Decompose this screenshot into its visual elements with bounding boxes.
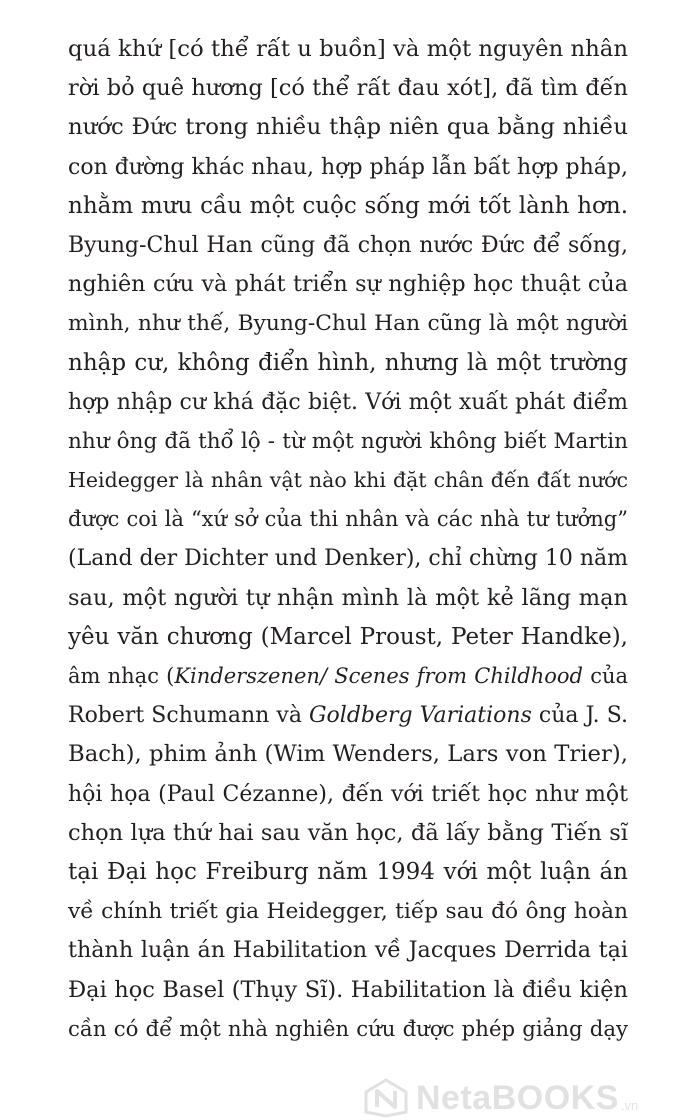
netabooks-n-logo-icon xyxy=(362,1078,410,1118)
text-line-6: Byung-Chul Han cũng đã chọn nước Đức để sống, xyxy=(68,232,628,258)
text-line-26: cần có để một nhà nghiên cứu được phép giảng dạy xyxy=(68,1016,628,1042)
text-line-20: hội họa (Paul Cézanne), đến với triết học như một xyxy=(68,781,628,807)
watermark xyxy=(362,1078,696,1118)
text-line-9: nhập cư, không điển hình, nhưng là một trường xyxy=(68,349,628,376)
text-line-3: nước Đức trong nhiều thập niên qua bằng nhiều xyxy=(68,114,628,141)
text-line-18-post: của J. S. xyxy=(531,703,628,729)
text-line-22: tại Đại học Freiburg năm 1994 với một luận án xyxy=(68,858,628,885)
text-line-15: sau, một người tự nhận mình là một kẻ lãng mạn xyxy=(68,584,628,611)
watermark-brand: NetaBOOKS xyxy=(416,1079,619,1117)
text-line-14: (Land der Dichter und Denker), chỉ chừng 10 năm xyxy=(68,546,628,572)
italic-title-goldberg: Goldberg Variations xyxy=(308,703,532,729)
text-line-19: Bach), phim ảnh (Wim Wenders, Lars von Trier), xyxy=(68,741,628,768)
text-line-2: rời bỏ quê hương [có thể rất đau xót], đã tìm đến xyxy=(68,75,628,102)
text-line-24: thành luận án Habilitation về Jacques Derrida tại xyxy=(68,937,628,964)
italic-title-kinderszenen: Kinderszenen/ Scenes from Childhood xyxy=(174,664,583,688)
text-line-12: Heidegger là nhân vật nào khi đặt chân đến đất nước xyxy=(68,468,628,493)
text-line-17-pre: âm nhạc ( xyxy=(68,664,175,688)
text-line-17-post: của xyxy=(583,664,628,688)
text-line-16: yêu văn chương (Marcel Proust, Peter Handke), xyxy=(68,623,628,650)
text-line-10: hợp nhập cư khá đặc biệt. Với một xuất phát điểm xyxy=(68,389,628,415)
text-line-17 xyxy=(68,657,628,696)
text-line-23: về chính triết gia Heidegger, tiếp sau đó ông hoàn xyxy=(68,899,628,925)
text-line-1: quá khứ [có thể rất u buồn] và một nguyên nhân xyxy=(68,36,628,62)
text-line-18-pre: Robert Schumann và xyxy=(68,703,309,729)
text-line-25: Đại học Basel (Thụy Sĩ). Habilitation là điều kiện xyxy=(68,976,628,1003)
text-line-5: nhằm mưu cầu một cuộc sống mới tốt lành hơn. xyxy=(68,192,628,219)
text-line-21: chọn lựa thứ hai sau văn học, đã lấy bằng Tiến sĩ xyxy=(68,819,628,846)
text-line-18 xyxy=(68,696,628,735)
text-line-7: nghiên cứu và phát triển sự nghiệp học thuật của xyxy=(68,271,628,298)
text-line-13: được coi là “xứ sở của thi nhân và các nhà tư tưởng” xyxy=(68,507,628,532)
text-line-4: con đường khác nhau, hợp pháp lẫn bất hợp pháp, xyxy=(68,154,628,180)
text-line-11: như ông đã thổ lộ - từ một người không biết Martin xyxy=(68,428,628,454)
text-line-8: mình, như thế, Byung-Chul Han cũng là một người xyxy=(68,311,628,337)
watermark-suffix: .vn xyxy=(620,1097,639,1113)
body-text xyxy=(68,30,628,1049)
